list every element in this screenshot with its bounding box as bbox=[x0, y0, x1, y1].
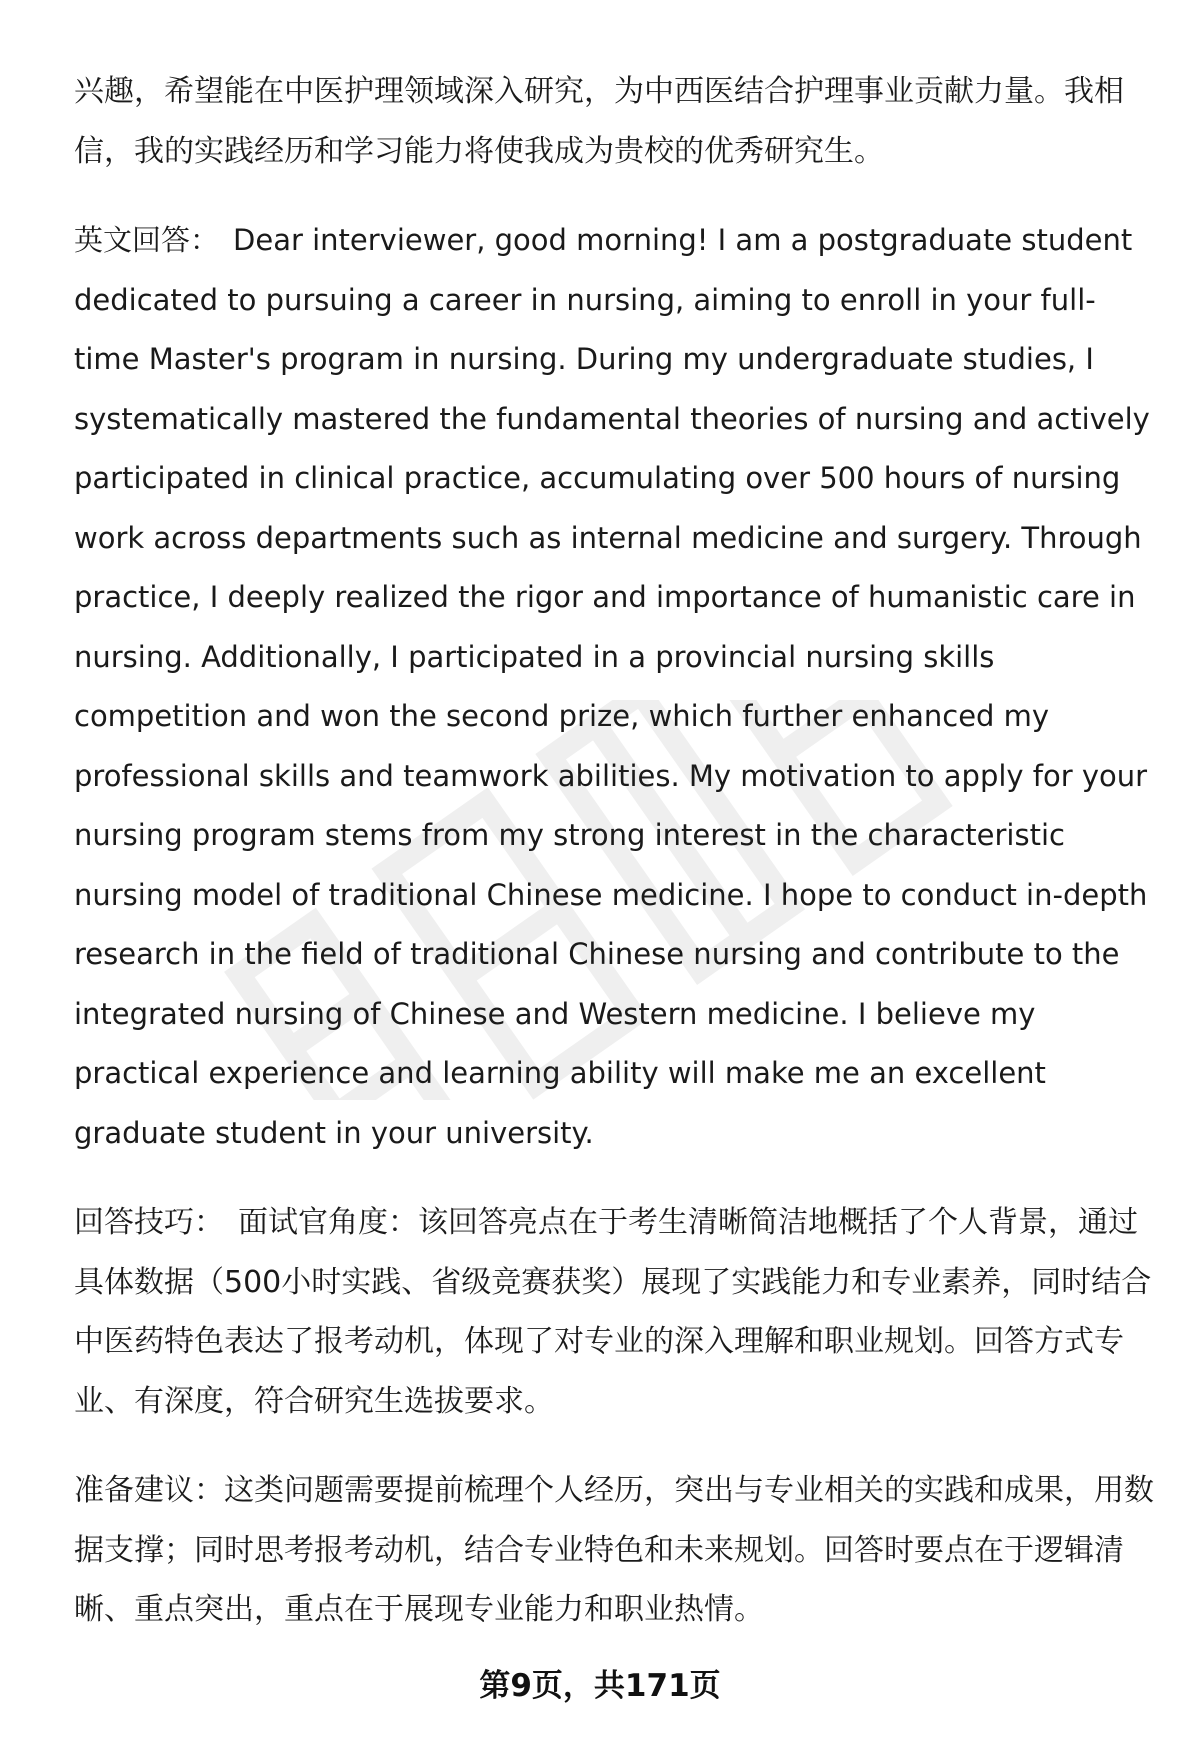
answer-tips-paragraph bbox=[74, 1193, 1154, 1431]
document-content bbox=[74, 62, 1154, 1670]
english-answer-text: Dear interviewer, good morning! I am a postgraduate student dedicated to pursuing a career in nursing, aiming to enroll in your full-time Master's program in nursing. During my undergraduate studies, I systematically mastered the fundamental theories of nursing and actively participated in clinical practice, accumulating over 500 hours of nursing work across departments such as internal medicine and surgery. Through practice, I deeply realized the rigor and importance of humanistic care in nursing. Additionally, I participated in a provincial nursing skills competition and won the second prize, which further enhanced my professional skills and teamwork abilities. My motivation to apply for your nursing program stems from my strong interest in the characteristic nursing model of traditional Chinese medicine. I hope to conduct in-depth research in the field of traditional Chinese nursing and contribute to the integrated nursing of Chinese and Western medicine. I believe my practical experience and learning ability will make me an excellent graduate student in your university. bbox=[74, 223, 1150, 1150]
prep-advice-paragraph bbox=[74, 1461, 1154, 1640]
page-number-footer: 第9页，共171页 bbox=[479, 1668, 721, 1704]
english-answer-paragraph bbox=[74, 211, 1154, 1163]
prep-advice-text: 这类问题需要提前梳理个人经历，突出与专业相关的实践和成果，用数据支撑；同时思考报考动机，结合专业特色和未来规划。回答时要点在于逻辑清晰、重点突出，重点在于展现专业能力和职业热情。 bbox=[74, 1473, 1154, 1627]
intro-paragraph bbox=[74, 62, 1154, 181]
answer-tips-label: 回答技巧： bbox=[74, 1205, 224, 1240]
prep-advice-label: 准备建议： bbox=[74, 1473, 224, 1508]
english-answer-label: 英文回答： bbox=[74, 223, 220, 257]
intro-text: 兴趣，希望能在中医护理领域深入研究，为中西医结合护理事业贡献力量。我相信，我的实践经历和学习能力将使我成为贵校的优秀研究生。 bbox=[74, 74, 1124, 169]
answer-tips-text: 面试官角度：该回答亮点在于考生清晰简洁地概括了个人背景，通过具体数据（500小时实践、省级竞赛获奖）展现了实践能力和专业素养，同时结合中医药特色表达了报考动机，体现了对专业的深入理解和职业规划。回答方式专业、有深度，符合研究生选拔要求。 bbox=[74, 1205, 1152, 1419]
